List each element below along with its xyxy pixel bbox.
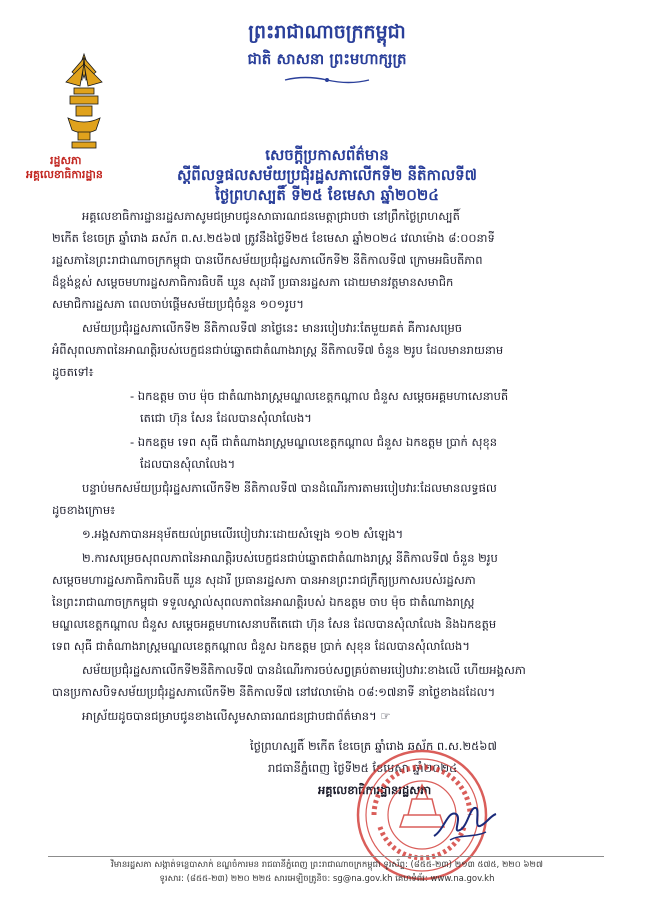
lunar-date: ថ្ងៃព្រហស្បតិ៍ ២កើត ខែចេត្រ ឆ្នាំរោង ឆស័ក ព.ស.២៥៦៧ (250, 739, 497, 753)
parliament-emblem-icon (62, 52, 106, 152)
signature-icon (430, 800, 500, 845)
result-item-continued: នៃព្រះរាជាណាចក្រកម្ពុជា ទទួលស្គាល់សុពលភាពនៃអាណត្តិរបស់ ឯកឧត្តម ចាប ម៉ុច ជាតំណាងរាស្ត្រ (52, 595, 475, 609)
paragraph-line: ដូចតទៅ៖ (52, 365, 94, 379)
paragraph-line: បានប្រកាសបិទសម័យប្រជុំរដ្ឋសភាលើកទី២ នីតិកាលទី៧ នៅវេលាម៉ោង ០៨:១៧នាទី នាថ្ងៃខាងដដែល។ (52, 685, 496, 699)
paragraph-line: អំពីសុពលភាពនៃអាណត្តិរបស់បេក្ខជនជាប់ឆ្នោតជាតំណាងរាស្ត្រ នីតិកាលទី៧ ចំនួន ២រូប ដែលមានរាយនាម (52, 343, 504, 357)
paragraph-line: សម័យប្រជុំរដ្ឋសភាលើកទី២នីតិកាលទី៧ បានដំណើរការចប់សព្វគ្រប់តាមរបៀបវារៈខាងលើ ហើយអង្គសភា (82, 663, 526, 677)
footer-contact: ទូរសារ: (៨៥៥-២៣) ២២០ ២២៥ សារអេឡិចត្រូនិច: sg@na.gov.kh គេហទំព័រ: www.na.gov.kh (159, 874, 495, 884)
signatory-title: អគ្គលេខាធិការដ្ឋានរដ្ឋសភា (318, 783, 432, 797)
solar-date: រាជធានីភ្នំពេញ ថ្ងៃទី២៥ ខែមេសា ឆ្នាំ២០២៤ (268, 761, 458, 775)
footer-address: វិមានរដ្ឋសភា សង្កាត់ទន្លេបាសាក់ ខណ្ឌចំការមន រាជធានីភ្នំពេញ ព្រះរាជាណាចក្រកម្ពុជា ទូរស័ព្ទ: (៨៥៥-២៣) ២១៣ ៥៧៥, ២២០ ៦២៧ (111, 860, 543, 870)
paragraph-line: ២កើត ខែចេត្រ ឆ្នាំរោង ឆស័ក ព.ស.២៥៦៧ ត្រូវនឹងថ្ងៃទី២៥ ខែមេសា ឆ្នាំ២០២៤ វេលាម៉ោង ៨:០០នាទី (52, 231, 495, 245)
document-title: សេចក្តីប្រកាសព័ត៌មាន (265, 146, 389, 164)
kingdom-title: ព្រះរាជាណាចក្រកម្ពុជា (248, 21, 406, 43)
paragraph-line: បន្ទាប់មកសម័យប្រជុំរដ្ឋសភាលើកទី២ នីតិកាលទី៧ បានដំណើរការតាមរបៀបវារៈដែលមានលទ្ធផល (82, 481, 497, 495)
result-item-continued: មណ្ឌលខេត្តកណ្តាល ជំនួស សម្តេចអគ្គមហាសេនាបតីតេជោ ហ៊ុន សែន ដែលបានសុំលាលែង និងឯកឧត្តម (52, 617, 497, 631)
institution-department: អគ្គលេខាធិការដ្ឋាន (26, 168, 103, 181)
ornament-divider-icon (283, 75, 371, 85)
closing-sentence: អាស្រ័យដូចបានជម្រាបជូនខាងលើសូមសាធារណជនជ្រាបជាព័ត៌មាន។ ☞ (82, 709, 391, 723)
paragraph-line: សមាជិការដ្ឋសភា ពេលចាប់ផ្តើមសម័យប្រជុំចំនួន ១០១រូប។ (52, 297, 304, 311)
paragraph-line: ដូចខាងក្រោម៖ (52, 503, 116, 517)
paragraph-line: ដ៏ខ្ពង់ខ្ពស់ សម្តេចមហារដ្ឋសភាធិការធិបតី ឃួន សុដារី ប្រធានរដ្ឋសភា ដោយមានវត្តមានសមាជិក (52, 275, 454, 289)
bullet-item-continued: ដែលបានសុំលាលែង។ (140, 457, 236, 471)
bullet-item-continued: តេជោ ហ៊ុន សែន ដែលបានសុំលាលែង។ (140, 411, 312, 425)
bullet-item: - ឯកឧត្តម ទេព សុធី ជាតំណាងរាស្ត្រមណ្ឌលខេត្តកណ្តាល ជំនួស ឯកឧត្តម ប្រាក់ សុខុន (130, 435, 498, 449)
document-date: ថ្ងៃព្រហស្បតិ៍ ទី២៥ ខែមេសា ឆ្នាំ២០២៤ (215, 186, 439, 204)
bullet-item: - ឯកឧត្តម ចាប ម៉ុច ជាតំណាងរាស្ត្រមណ្ឌលខេត្តកណ្តាល ជំនួស សម្តេចអគ្គមហាសេនាបតី (130, 389, 509, 403)
footer-divider (48, 856, 604, 857)
national-motto: ជាតិ សាសនា ព្រះមហាក្សត្រ (247, 50, 407, 68)
paragraph-line: អគ្គលេខាធិការដ្ឋានរដ្ឋសភាសូមជម្រាបជូនសាធារណជនមេត្តាជ្រាបថា នៅព្រឹកថ្ងៃព្រហស្បតិ៍ (82, 209, 460, 223)
result-item: ២.ការសម្រេចសុពលភាពនៃអាណត្តិរបស់បេក្ខជនជាប់ឆ្នោតជាតំណាងរាស្ត្រ នីតិកាលទី៧ ចំនួន ២រូប (82, 551, 498, 565)
result-item-continued: ទេព សុធី ជាតំណាងរាស្ត្រមណ្ឌលខេត្តកណ្តាល ជំនួស ឯកឧត្តម ប្រាក់ សុខុន ដែលបានសុំលាលែង។ (52, 639, 470, 653)
paragraph-line: រដ្ឋសភានៃព្រះរាជាណាចក្រកម្ពុជា បានបើកសម័យប្រជុំរដ្ឋសភាលើកទី២ នីតិកាលទី៧ ក្រោមអធិបតីភាព (52, 253, 483, 267)
document-subject: ស្តីពីលទ្ធផលសម័យប្រជុំរដ្ឋសភាលើកទី២ នីតិកាលទី៧ (177, 166, 477, 184)
institution-name: រដ្ឋសភា (50, 154, 82, 167)
result-item-continued: សម្តេចមហារដ្ឋសភាធិការធិបតី ឃួន សុដារី ប្រធានរដ្ឋសភា បានអានព្រះរាជក្រឹត្យប្រកាសរបស់រដ្ឋសភា (52, 573, 476, 587)
result-item: ១.អង្គសភាបានអនុម័តយល់ព្រមលើរបៀបវារៈដោយសំឡេង ១០២ សំឡេង។ (82, 527, 404, 541)
paragraph-line: សម័យប្រជុំរដ្ឋសភាលើកទី២ នីតិកាលទី៧ នាថ្ងៃនេះ មានរបៀបវារៈតែមួយគត់ គឺការសម្រេច (82, 321, 463, 335)
